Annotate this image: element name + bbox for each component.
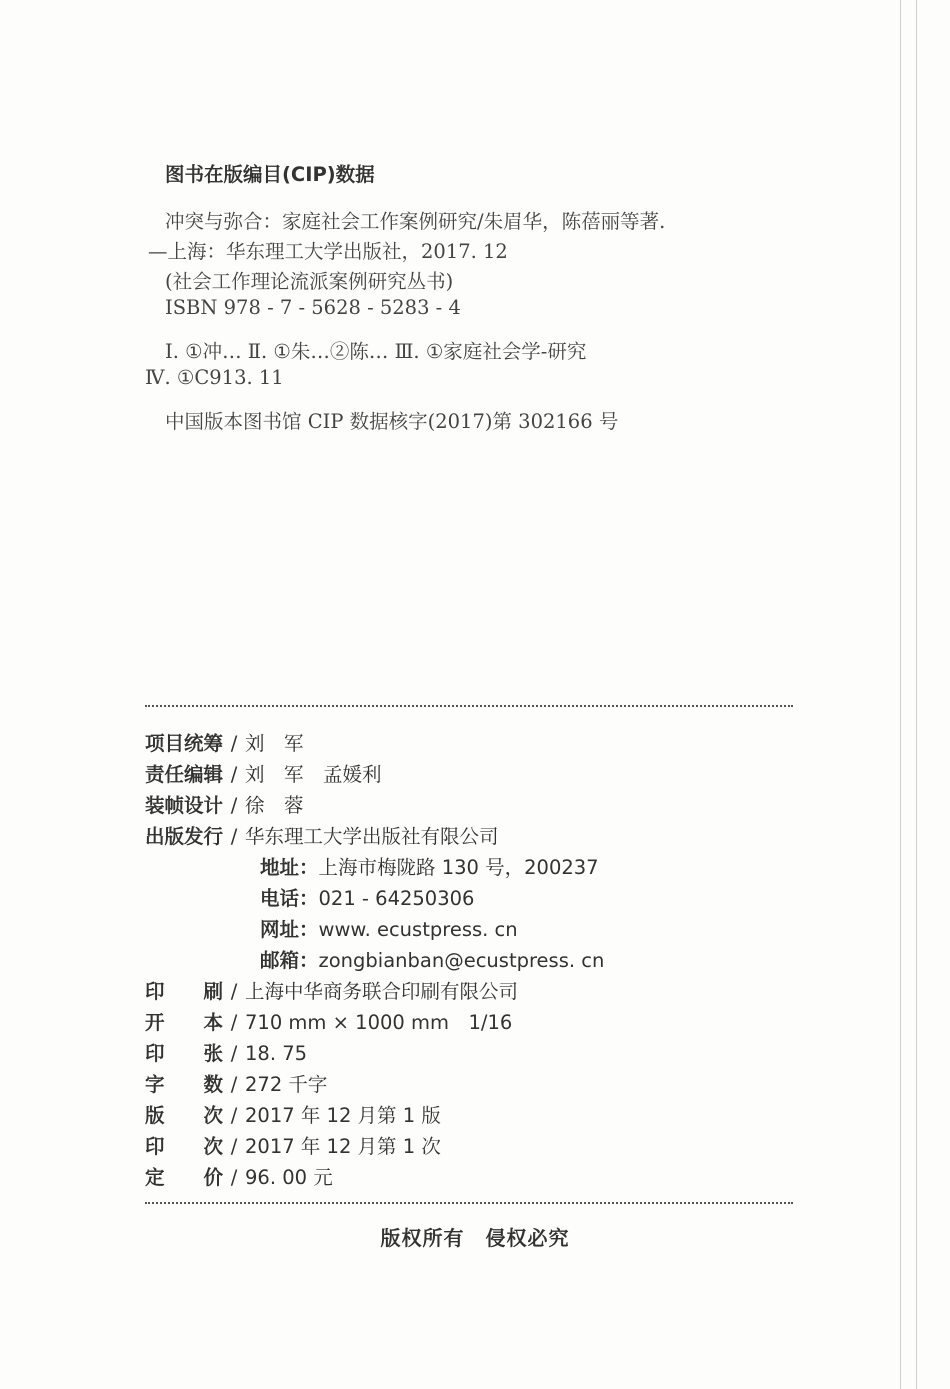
credit-label: 项目统筹 xyxy=(145,732,224,755)
credit-separator: / xyxy=(230,1104,238,1127)
credit-separator: / xyxy=(230,1166,238,1189)
credit-separator: / xyxy=(230,1042,238,1065)
top-divider xyxy=(145,705,793,707)
credit-label: 字 数 xyxy=(145,1073,224,1096)
cip-line-3: (社会工作理论流派案例研究丛书) xyxy=(165,270,454,293)
credit-separator: / xyxy=(230,794,238,817)
cip-number: 中国版本图书馆 CIP 数据核字(2017)第 302166 号 xyxy=(165,410,619,433)
publisher-website xyxy=(260,914,518,942)
credit-impression xyxy=(145,1131,441,1159)
credit-value: 刘 军 xyxy=(245,732,304,755)
credit-value: 华东理工大学出版社有限公司 xyxy=(245,825,499,848)
page-edge-line-right xyxy=(916,0,917,1389)
credit-separator: / xyxy=(230,980,238,1003)
copyright-notice: 版权所有 侵权必究 xyxy=(380,1226,570,1250)
credit-value: 272 千字 xyxy=(245,1073,328,1096)
publisher-address xyxy=(260,852,599,880)
credit-editor xyxy=(145,759,382,787)
credit-edition xyxy=(145,1100,441,1128)
credit-value: 上海中华商务联合印刷有限公司 xyxy=(245,980,519,1003)
email-value: zongbianban@ecustpress. cn xyxy=(318,949,605,972)
credit-separator: / xyxy=(230,732,238,755)
credit-value: 2017 年 12 月第 1 版 xyxy=(245,1104,441,1127)
phone-value: 021 - 64250306 xyxy=(318,887,475,910)
credit-value: 710 mm × 1000 mm 1/16 xyxy=(245,1011,513,1034)
credit-separator: / xyxy=(230,1073,238,1096)
publisher-phone xyxy=(260,883,474,911)
address-label: 地址： xyxy=(260,856,319,879)
credit-value: 18. 75 xyxy=(245,1042,308,1065)
credit-label: 印 张 xyxy=(145,1042,224,1065)
credit-design xyxy=(145,790,304,818)
cip-classification-2: Ⅳ. ①C913. 11 xyxy=(145,366,284,389)
cip-line-2: —上海：华东理工大学出版社，2017. 12 xyxy=(148,240,508,263)
cip-isbn: ISBN 978 - 7 - 5628 - 5283 - 4 xyxy=(165,296,461,319)
credit-publisher xyxy=(145,821,499,849)
credit-label: 开 本 xyxy=(145,1011,224,1034)
credit-value: 徐 蓉 xyxy=(245,794,304,817)
credit-project xyxy=(145,728,304,756)
website-label: 网址： xyxy=(260,918,319,941)
phone-label: 电话： xyxy=(260,887,319,910)
credit-sheets xyxy=(145,1038,307,1066)
credit-label: 版 次 xyxy=(145,1104,224,1127)
credit-value: 2017 年 12 月第 1 次 xyxy=(245,1135,441,1158)
credit-separator: / xyxy=(230,1135,238,1158)
cip-title: 图书在版编目(CIP)数据 xyxy=(165,163,375,186)
publisher-email xyxy=(260,945,604,973)
credit-label: 出版发行 xyxy=(145,825,224,848)
website-value: www. ecustpress. cn xyxy=(318,918,518,941)
bottom-divider xyxy=(145,1202,793,1204)
email-label: 邮箱： xyxy=(260,949,319,972)
credit-separator: / xyxy=(230,763,238,786)
credit-format xyxy=(145,1007,512,1035)
credit-value: 96. 00 元 xyxy=(245,1166,333,1189)
credit-printer xyxy=(145,976,518,1004)
credit-value: 刘 军 孟媛利 xyxy=(245,763,382,786)
credit-label: 印 刷 xyxy=(145,980,224,1003)
credit-word-count xyxy=(145,1069,327,1097)
cip-line-1: 冲突与弥合：家庭社会工作案例研究/朱眉华，陈蓓丽等著. xyxy=(165,210,666,233)
page-edge-line-left xyxy=(900,0,901,1389)
credit-separator: / xyxy=(230,825,238,848)
cip-classification-1: Ⅰ. ①冲… Ⅱ. ①朱…②陈… Ⅲ. ①家庭社会学-研究 xyxy=(165,340,587,363)
credit-separator: / xyxy=(230,1011,238,1034)
credit-label: 装帧设计 xyxy=(145,794,224,817)
credit-label: 印 次 xyxy=(145,1135,224,1158)
credit-label: 责任编辑 xyxy=(145,763,224,786)
credit-label: 定 价 xyxy=(145,1166,224,1189)
address-value: 上海市梅陇路 130 号，200237 xyxy=(318,856,599,879)
credit-price xyxy=(145,1162,333,1190)
